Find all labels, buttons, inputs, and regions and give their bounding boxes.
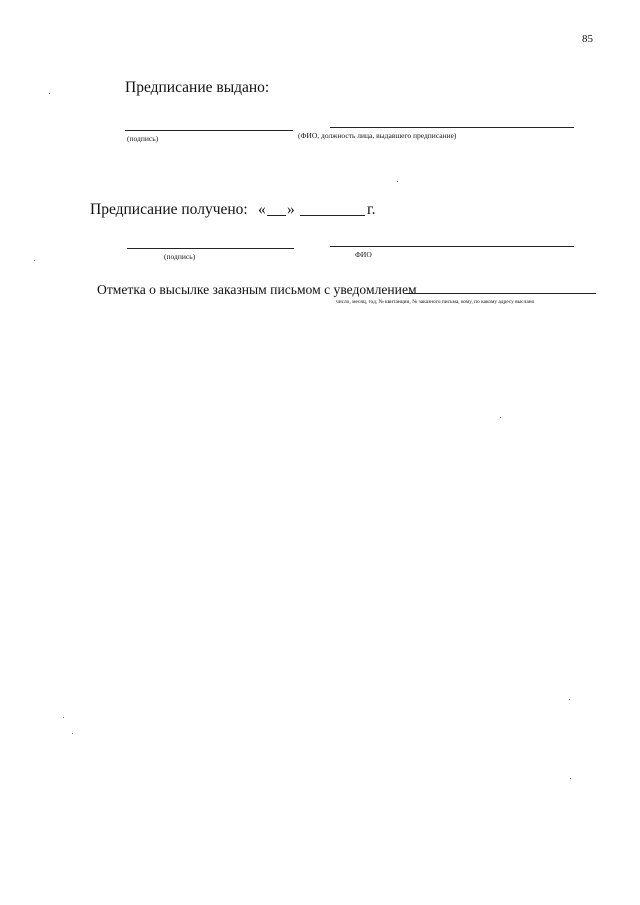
received-heading: Предписание получено: <box>90 201 248 218</box>
day-blank-line <box>267 215 286 216</box>
recipient-signature-caption: (подпись) <box>164 252 196 261</box>
issued-heading: Предписание выдано: <box>125 79 270 96</box>
issuer-signature-caption: (подпись) <box>127 134 159 143</box>
issuer-signature-line <box>125 130 293 131</box>
issuer-name-caption: (ФИО, должность лица, выдавшего предписание) <box>298 131 457 140</box>
scan-speck <box>49 93 50 94</box>
scan-speck <box>63 717 64 718</box>
mail-hint: число, месяц, год, № квитанции, № заказного письма, кому, по какому адресу выслано <box>336 299 535 305</box>
recipient-signature-line <box>127 248 294 249</box>
scan-speck <box>397 181 398 182</box>
page-number: 85 <box>582 33 593 45</box>
year-suffix: г. <box>367 201 376 218</box>
recipient-name-line <box>330 246 574 247</box>
mail-blank-line <box>406 293 596 294</box>
issuer-name-line <box>330 127 574 128</box>
date-close-quote: » <box>287 201 295 218</box>
scan-speck <box>34 260 35 261</box>
month-year-blank-line <box>300 215 365 216</box>
scan-speck <box>569 699 570 700</box>
scan-speck <box>500 417 501 418</box>
scan-speck <box>72 733 73 734</box>
scan-speck <box>570 778 571 779</box>
recipient-name-caption: ФИО <box>355 250 372 259</box>
mail-label: Отметка о высылке заказным письмом с уведомлением <box>97 282 417 297</box>
date-open-quote: « <box>258 201 266 218</box>
